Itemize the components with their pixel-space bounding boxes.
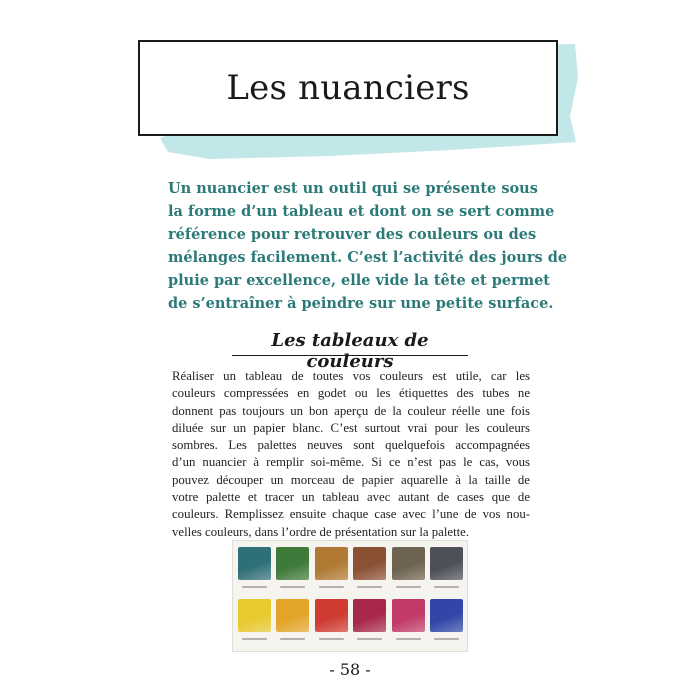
color-swatch: [430, 547, 463, 580]
color-swatch: [353, 599, 386, 632]
color-swatch: [392, 599, 425, 632]
body-line: donnent pas toujours un bon aperçu de la couleur réelle une fois: [172, 403, 530, 418]
title-box: [138, 40, 558, 136]
swatch-handwritten-label: [280, 638, 305, 640]
body-line: diluée sur un papier blanc. C’est surtout vrai pour les couleurs: [172, 420, 530, 435]
color-swatch: [315, 547, 348, 580]
swatch-handwritten-label: [319, 586, 344, 588]
body-line: couleurs compressées en godet ou les étiquettes des tubes ne: [172, 386, 530, 401]
swatch-handwritten-label: [242, 638, 267, 640]
swatch-handwritten-label: [242, 586, 267, 588]
color-swatch: [392, 547, 425, 580]
body-line: Réaliser un tableau de toutes vos couleurs est utile, car les: [172, 369, 530, 383]
color-swatch: [238, 547, 271, 580]
color-swatch: [238, 599, 271, 632]
intro-line: mélanges facilement. C’est l’activité des jours de: [168, 249, 568, 266]
color-swatch: [276, 547, 309, 580]
body-line: couleurs. Remplissez ensuite chaque case avec l’une de vos nou-: [172, 507, 530, 522]
body-line: pouvez découper un morceau de papier aquarelle à la taille de: [172, 472, 530, 487]
page-number: - 58 -: [329, 660, 371, 679]
intro-line: de s’entraîner à peindre sur une petite surface.: [168, 295, 554, 312]
body-line: d’un nuancier à remplir soi-même. Si ce n’est pas le cas, vous: [172, 455, 530, 470]
section-title: Les tableaux de couleurs: [271, 330, 429, 372]
body-line: votre palette et tracer un tableau avec autant de cases que de: [172, 490, 530, 505]
page-title: Les nuanciers: [226, 68, 470, 108]
color-swatch: [353, 547, 386, 580]
color-swatch-chart: [232, 540, 468, 652]
intro-line: référence pour retrouver des couleurs ou des: [168, 226, 537, 243]
swatch-handwritten-label: [319, 638, 344, 640]
swatch-handwritten-label: [396, 586, 421, 588]
body-paragraph: [172, 368, 530, 541]
swatch-handwritten-label: [396, 638, 421, 640]
color-swatch: [430, 599, 463, 632]
intro-line: la forme d’un tableau et dont on se sert comme: [168, 203, 555, 220]
intro-line: pluie par excellence, elle vide la tête et permet: [168, 272, 550, 289]
body-line: velles couleurs, dans l’ordre de présentation sur la palette.: [172, 524, 470, 539]
swatch-handwritten-label: [434, 586, 459, 588]
body-line: sombres. Les palettes neuves sont quelquefois accompagnées: [172, 438, 530, 453]
swatch-handwritten-label: [357, 586, 382, 588]
intro-line: Un nuancier est un outil qui se présente sous: [168, 180, 538, 197]
section-underline: [232, 355, 468, 356]
swatch-handwritten-label: [357, 638, 382, 640]
swatch-handwritten-label: [280, 586, 305, 588]
intro-paragraph: [168, 177, 568, 315]
swatch-handwritten-label: [434, 638, 459, 640]
color-swatch: [315, 599, 348, 632]
color-swatch: [276, 599, 309, 632]
